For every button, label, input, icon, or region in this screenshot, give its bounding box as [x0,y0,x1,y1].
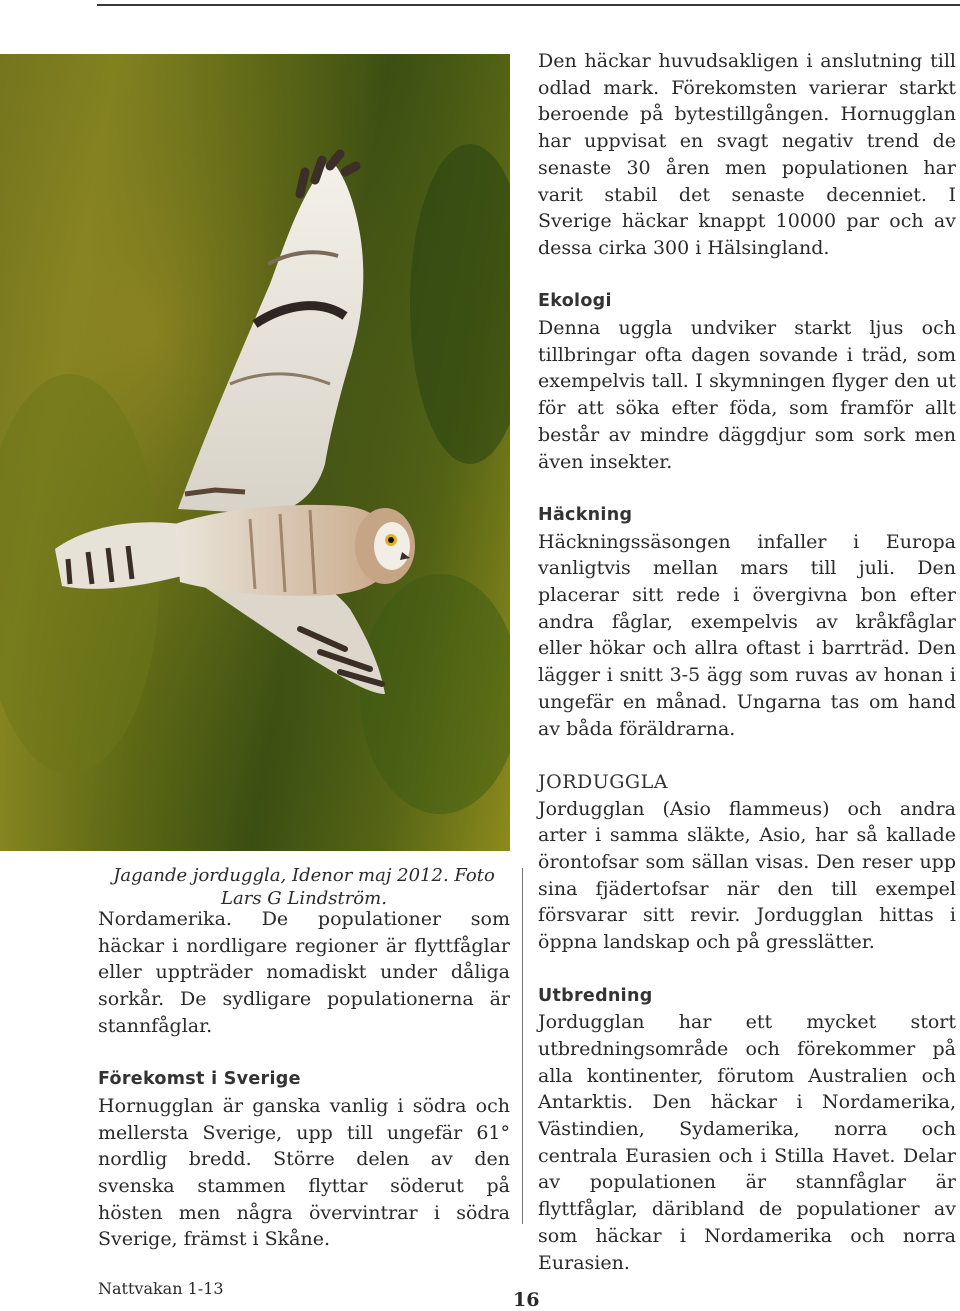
top-rule [97,4,960,6]
right-intro-paragraph: Den häckar huvudsakligen i anslutning till odlad mark. Förekomsten varierar starkt beroende på bytestillgången. Hornugglan har uppvisat en svagt negativ trend de senaste 30 åren men populationen har varit stabil det senaste decenniet. I Sverige häckar knappt 10000 par och av dessa cirka 300 i Hälsingland. [538,50,956,259]
publication-name: Nattvakan 1-13 [98,1279,224,1298]
photo-caption: Jagande jorduggla, Idenor maj 2012. Foto Lars G Lindström. [113,865,495,909]
utbredning-paragraph: Jordugglan har ett mycket stort utbredningsområde och förekommer på alla kontinenter, förutom Australien och Antarktis. Den häckar i Nordamerika, Västindien, Sydamerika, norra och centrala Eurasien och i Stilla Havet. Delar av populationen är stannfåglar är flyttfåglar, däribland de populationer av som häckar i Nordamerika och norra Eurasien. [538,1011,956,1274]
hackning-paragraph: Häckningssäsongen infaller i Europa vanligtvis mellan mars till juli. Den placerar sitt rede i övergivna bon efter andra fåglar, exempelvis av kråkfåglar eller hökar och allra oftast i barrträd. Den lägger i snitt 3-5 ägg som ruvas av honan i ungefär en månad. Ungarna tas om hand av båda föräldrarna. [538,530,956,740]
heading-forekomst: Förekomst i Sverige [98,1069,301,1090]
left-column [98,906,510,1253]
owl-photo [0,54,510,851]
jorduggla-paragraph: Jordugglan (Asio flammeus) och andra arter i samma släkte, Asio, har så kallade örontofsar som sällan visas. Den reser upp sina fjädertofsar när den till exempel försvarar sitt revir. Jordugglan hittas i öppna landskap och på gresslätter. [538,797,956,954]
heading-utbredning: Utbredning [538,985,653,1006]
column-divider [522,868,523,1224]
heading-jorduggla: JORDUGGLA [538,770,668,793]
page-number: 16 [513,1289,540,1311]
right-column [538,48,956,1276]
heading-ekologi: Ekologi [538,291,612,312]
heading-hackning: Häckning [538,504,633,525]
left-intro-paragraph: Nordamerika. De populationer som häckar i nordligare regioner är flyttfåglar eller uppträder nomadiskt under dåliga sorkår. De sydligare populationerna är stannfåglar. [98,908,510,1037]
owl-illustration [0,54,510,851]
forekomst-paragraph: Hornugglan är ganska vanlig i södra och mellersta Sverige, upp till ungefär 61° nordlig bredd. Större delen av den svenska stammen flyttar söderut på hösten men några övervintrar i södra Sverige, främst i Skåne. [98,1094,510,1251]
ekologi-paragraph: Denna uggla undviker starkt ljus och tillbringar ofta dagen sovande i träd, som exempelvis tall. I skymningen flyger den ut för att söka efter föda, som framför allt består av mindre däggdjur som sork men även insekter. [538,317,956,473]
